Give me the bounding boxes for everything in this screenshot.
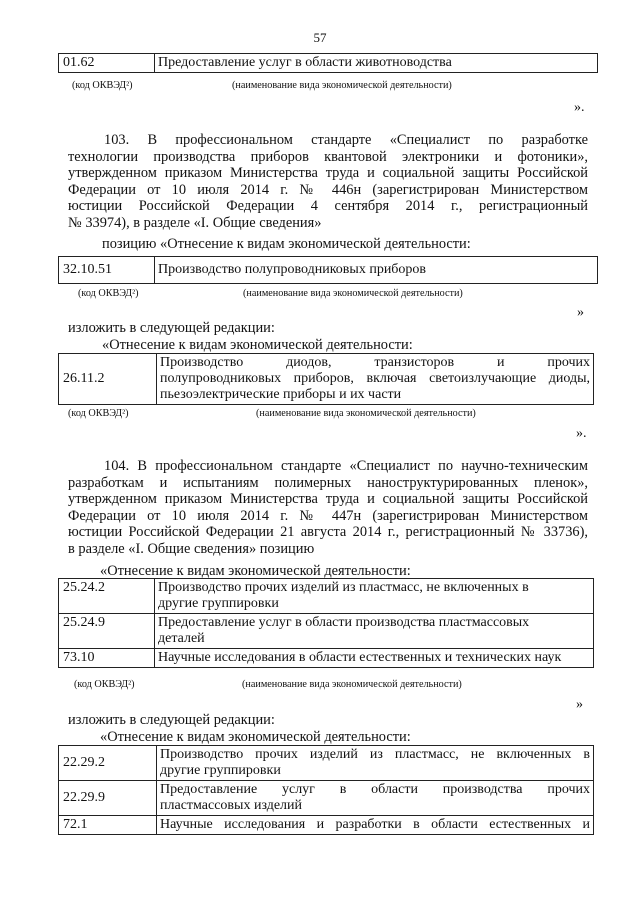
activity-name-line: Предоставление услуг в области производства прочих xyxy=(160,782,590,797)
activity-name: Научные исследования и разработки в области естественных и xyxy=(157,816,594,835)
table-row xyxy=(59,614,594,649)
page-number: 57 xyxy=(313,30,327,45)
activity-name-line: пластмассовых изделий xyxy=(160,798,303,813)
table-row xyxy=(59,257,598,284)
activity-name: Научные исследования в области естественных и технических наук xyxy=(155,649,594,668)
okved-code: 25.24.9 xyxy=(59,614,155,649)
paragraph-line: 103. В профессиональном стандарте «Специалист по разработке xyxy=(104,132,588,148)
legend-name: (наименование вида экономической деятельности) xyxy=(242,679,462,690)
quote-close: ». xyxy=(576,426,587,441)
activity-name-line: пьезоэлектрические приборы и их части xyxy=(160,387,402,402)
activity-name-cell xyxy=(155,579,594,614)
activity-name-cell xyxy=(157,354,594,405)
legend-name: (наименование вида экономической деятельности) xyxy=(256,408,476,419)
section-heading: «Отнесение к видам экономической деятельности: xyxy=(100,729,411,745)
okved-code: 73.10 xyxy=(59,649,155,668)
activity-name-cell xyxy=(157,746,594,781)
table-row xyxy=(59,579,594,614)
section-heading: «Отнесение к видам экономической деятельности: xyxy=(100,563,411,579)
paragraph-line: Федерации от 10 июля 2014 г. № 447н (зарегистрирован Министерством xyxy=(68,507,588,524)
table-row xyxy=(59,746,594,781)
paragraph-line: разработкам и испытаниям полимерных наноструктурированных пленок», xyxy=(68,474,588,491)
okved-table-01 xyxy=(58,53,598,73)
paragraph-line: технологии производства приборов квантовой электроники и фотоники», xyxy=(68,148,588,165)
restate-line: изложить в следующей редакции: xyxy=(68,320,275,336)
okved-table-104-new xyxy=(58,745,594,835)
table-row xyxy=(59,816,594,835)
table-row xyxy=(59,54,598,73)
item-103-paragraph xyxy=(68,132,588,231)
okved-table-103-new xyxy=(58,353,594,405)
activity-name-line: Производство диодов, транзисторов и прочих xyxy=(160,355,590,370)
quote-close: » xyxy=(576,697,583,712)
paragraph-line: № 33974), в разделе «I. Общие сведения» xyxy=(68,214,322,231)
activity-name: Производство полупроводниковых приборов xyxy=(155,257,598,284)
activity-name-line: Предоставление услуг в области производства пластмассовых xyxy=(158,615,530,630)
activity-name-line: полупроводниковых приборов, включая светоизлучающие диоды, xyxy=(160,371,590,386)
paragraph-line: юстиции Российской Федерации 4 сентября 2014 г., регистрационный xyxy=(68,198,588,214)
quote-close: » xyxy=(577,305,584,320)
paragraph-line: в разделе «I. Общие сведения» позицию xyxy=(68,540,315,557)
okved-code: 22.29.2 xyxy=(59,746,157,781)
activity-name-cell xyxy=(157,781,594,816)
activity-name-cell xyxy=(155,614,594,649)
legend-name: (наименование вида экономической деятельности) xyxy=(232,80,452,91)
item-104-paragraph xyxy=(68,458,588,557)
legend-code: (код ОКВЭД²) xyxy=(68,408,129,419)
okved-code: 72.1 xyxy=(59,816,157,835)
restate-line: изложить в следующей редакции: xyxy=(68,712,275,728)
quote-close: ». xyxy=(574,100,585,115)
okved-code: 22.29.9 xyxy=(59,781,157,816)
activity-name: Предоставление услуг в области животноводства xyxy=(155,54,598,73)
position-line: позицию «Отнесение к видам экономической деятельности: xyxy=(102,236,471,252)
activity-name-line: другие группировки xyxy=(160,763,281,778)
okved-code: 25.24.2 xyxy=(59,579,155,614)
legend-code: (код ОКВЭД²) xyxy=(72,80,133,91)
paragraph-line: юстиции Российской Федерации 21 августа 2014 г., регистрационный № 33736), xyxy=(68,524,588,540)
okved-table-104-old xyxy=(58,578,594,668)
activity-name-line: Производство прочих изделий из пластмасс, не включенных в xyxy=(158,580,529,595)
okved-table-103-old xyxy=(58,256,598,284)
okved-code: 01.62 xyxy=(59,54,155,73)
legend-code: (код ОКВЭД²) xyxy=(78,288,139,299)
activity-name-line: Производство прочих изделий из пластмасс, не включенных в xyxy=(160,747,590,762)
legend-name: (наименование вида экономической деятельности) xyxy=(243,288,463,299)
okved-code: 32.10.51 xyxy=(59,257,155,284)
paragraph-line: утвержденном приказом Министерства труда и социальной защиты Российской xyxy=(68,165,588,181)
paragraph-line: Федерации от 10 июля 2014 г. № 446н (зарегистрирован Министерством xyxy=(68,181,588,198)
legend-code: (код ОКВЭД²) xyxy=(74,679,135,690)
table-row xyxy=(59,354,594,405)
table-row xyxy=(59,781,594,816)
okved-code: 26.11.2 xyxy=(59,354,157,405)
paragraph-line: 104. В профессиональном стандарте «Специалист по научно-техническим xyxy=(104,458,588,474)
activity-name-line: другие группировки xyxy=(158,596,279,611)
table-row xyxy=(59,649,594,668)
section-heading: «Отнесение к видам экономической деятельности: xyxy=(102,337,413,353)
activity-name-line: деталей xyxy=(158,631,205,646)
paragraph-line: утвержденном приказом Министерства труда и социальной защиты Российской xyxy=(68,491,588,507)
